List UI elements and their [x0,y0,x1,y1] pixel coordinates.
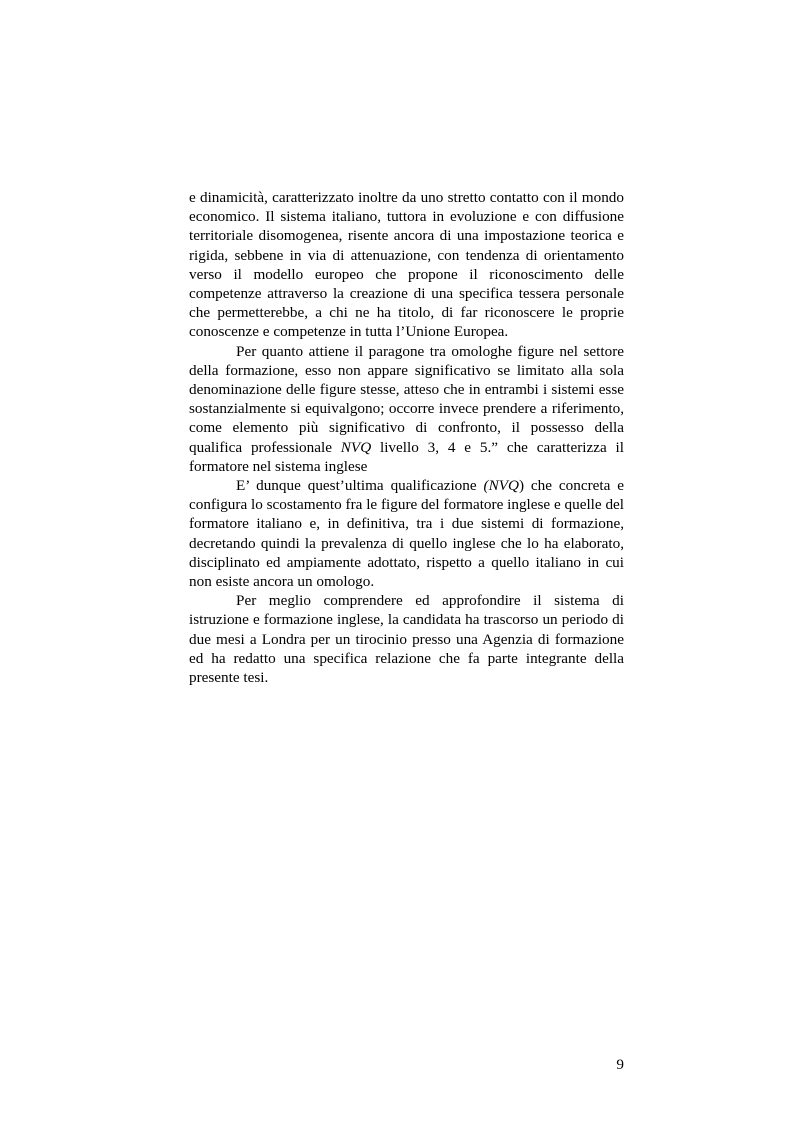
nvq-emphasis: (NVQ [483,477,519,495]
nvq-emphasis: NVQ [340,438,372,456]
paragraph-continuation [189,188,624,342]
paragraph-text: livello 3, 4 e 5.” che caratterizza il formatore nel sistema inglese [189,438,624,475]
body-text [189,188,624,687]
paragraph-text: ) che concreta e configura lo scostamento fra le figure del formatore inglese e quelle del formatore italiano e, in definitiva, tra i due sistemi di formazione, decretando quindi la prevalenza di quello inglese che lo ha elaborato, disciplinato ed ampiamente adottato, rispetto a quello italiano in cui non esiste ancora un omologo. [189,477,624,591]
paragraph-qualification [189,476,624,591]
paragraph-text: Per meglio comprendere ed approfondire il sistema di istruzione e formazione inglese, la candidata ha trascorso un periodo di due mesi a Londra per un tirocinio presso una Agenzia di formazione ed ha redatto una specifica relazione che fa parte integrante della presente tesi. [189,592,624,687]
paragraph-text: E’ dunque quest’ultima qualificazione [236,477,484,495]
paragraph-text: e dinamicità, caratterizzato inoltre da uno stretto contatto con il mondo economico. Il sistema italiano, tuttora in evoluzione e con diffusione territoriale disomogenea, risente ancora di una impostazione teorica e rigida, sebbene in via di attenuazione, con tendenza di orientamento verso il modello europeo che propone il riconoscimento delle competenze attraverso la creazione di una specifica tessera personale che permetterebbe, a chi ne ha titolo, di far riconoscere le proprie conoscenze e competenze in tutta l’Unione Europea. [189,189,624,341]
paragraph-text: Per quanto attiene il paragone tra omologhe figure nel settore della formazione, esso non appare significativo se limitato alla sola denominazione delle figure stesse, atteso che in entrambi i sistemi esse sostanzialmente si equivalgono; occorre invece prendere a riferimento, come elemento più significativo di confronto, il possesso della qualifica professionale [189,342,624,456]
paragraph-comparison [189,342,624,476]
paragraph-internship [189,591,624,687]
page-number: 9 [616,1056,624,1073]
